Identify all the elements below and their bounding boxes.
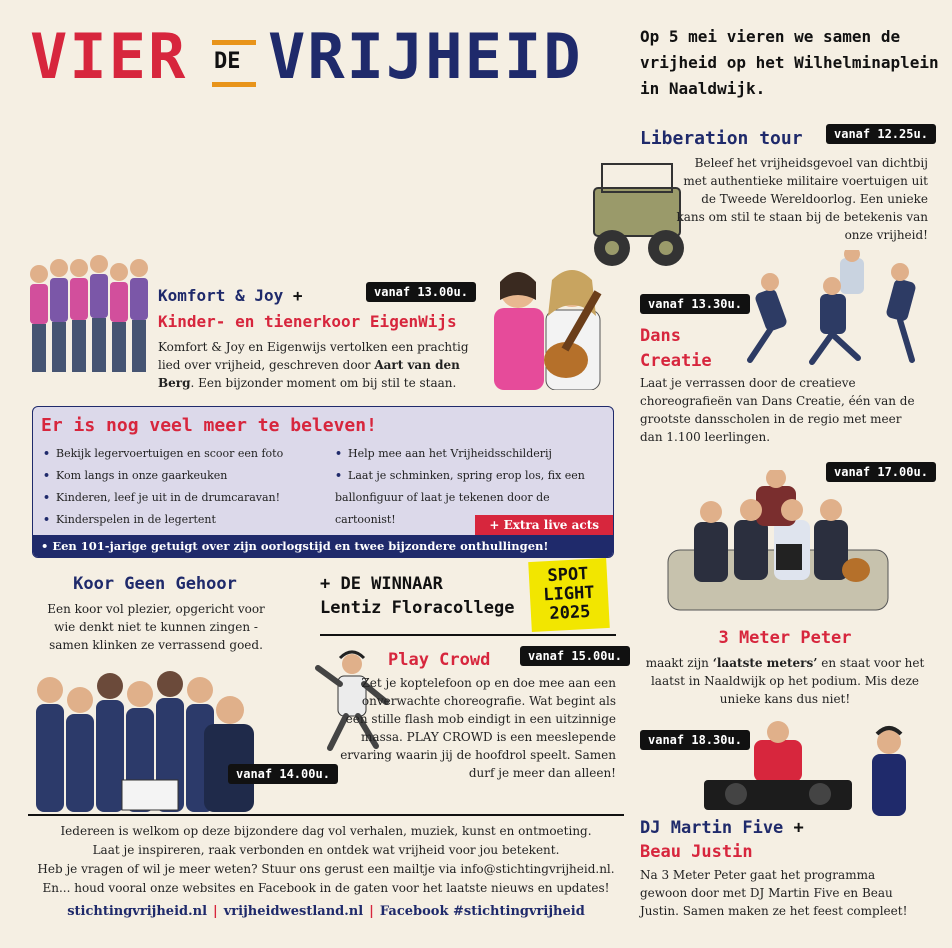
play-time-badge: vanaf 15.00u.: [520, 646, 630, 666]
list-item: • Kinderen, leef je uit in de drumcaravan!: [43, 487, 333, 509]
title-stripe-bottom: [212, 82, 256, 87]
info-heading: Er is nog veel meer te beleven!: [41, 415, 377, 436]
list-item: • Bekijk legervoertuigen en scoor een foto: [43, 443, 333, 465]
play-title: Play Crowd: [388, 650, 491, 670]
extra-activities-box: [32, 406, 614, 558]
info-left-list: [43, 443, 333, 531]
dj-time-badge: vanaf 18.30u.: [640, 730, 750, 750]
title-stripe-top: [212, 40, 256, 45]
link-stichtingvrijheid[interactable]: stichtingvrijheid.nl: [67, 904, 208, 919]
dans-text: Laat je verrassen door de creatieve choreografieën van Dans Creatie, één van de grootste dansscholen in de regio met meer dan 1.100 leerlingen.: [640, 376, 915, 444]
koor-time-badge: vanaf 14.00u.: [228, 764, 338, 784]
extra-live-acts-tag: + Extra live acts: [475, 515, 613, 535]
meter-title: 3 Meter Peter: [718, 628, 852, 648]
info-bar: • Een 101-jarige getuigt over zijn oorlogstijd en twee bijzondere onthullingen!: [33, 535, 613, 557]
spotlight-2025-logo: SPOT LIGHT 2025: [528, 558, 610, 632]
winnaar-line1: + DE WINNAAR: [320, 574, 443, 594]
list-item: • Help mee aan het Vrijheidsschilderij: [335, 443, 595, 465]
dancers-illustration: [740, 250, 932, 370]
liberation-time-badge: vanaf 12.25u.: [826, 124, 936, 144]
beau-title: Beau Justin: [640, 842, 753, 862]
play-text: Zet je koptelefoon op en doe mee aan een onverwachte choreografie. Wat begint als een stille flash mob eindigt in een uitzinnige massa. PLAY CROWD is een meeslepende ervaring waarin jij de hoofdrol speelt. Samen durf je meer dan alleen!: [340, 676, 616, 780]
link-vrijheidwestland[interactable]: vrijheidwestland.nl: [223, 904, 364, 919]
meter-text: maakt zijn ‘laatste meters’ en staat voor het laatst in Naaldwijk op het podium. Mis deze unieke kans dus niet!: [645, 656, 925, 706]
band-illustration: [664, 470, 892, 620]
footer-divider: [28, 814, 624, 816]
title-vier: VIER: [30, 20, 188, 93]
dans-time-badge: vanaf 13.30u.: [640, 294, 750, 314]
title-vrijheid: VRIJHEID: [268, 20, 583, 93]
dj-illustration: [702, 720, 932, 816]
dj-title: DJ Martin Five: [640, 818, 784, 838]
divider: [320, 634, 616, 636]
footer-links: stichtingvrijheid.nl | vrijheidwestland.nl | Facebook #stichtingvrijheid: [67, 904, 585, 919]
link-facebook[interactable]: Facebook #stichtingvrijheid: [379, 904, 585, 919]
list-item: • Laat je schminken, spring erop los, fix een ballonfiguur of laat je tekenen door de cartoonist!: [335, 465, 595, 531]
komfort-text: Komfort & Joy en Eigenwijs vertolken een prachtig lied over vrijheid, geschreven door Aart van den Berg. Een bijzonder moment om bij stil te staan.: [158, 340, 469, 390]
komfort-title: Komfort & Joy: [158, 286, 284, 305]
singers-guitar-illustration: [488, 260, 622, 390]
choir-adults-illustration: [34, 664, 266, 812]
meter-time-badge: vanaf 17.00u.: [826, 462, 936, 482]
koor-title: Koor Geen Gehoor: [73, 574, 237, 594]
komfort-time-badge: vanaf 13.00u.: [366, 282, 476, 302]
eigenwijs-title: Kinder- en tienerkoor EigenWijs: [158, 312, 457, 331]
komfort-plus: +: [292, 286, 303, 305]
title-de: DE: [214, 49, 241, 74]
list-item: • Kinderspelen in de legertent: [43, 509, 333, 531]
koor-text: Een koor vol plezier, opgericht voor wie denkt niet te kunnen zingen - samen klinken ze verrassend goed.: [47, 602, 265, 652]
winnaar-line2: Lentiz Floracollege: [320, 598, 515, 618]
dans-title: Dans Creatie: [640, 326, 712, 371]
liberation-title: Liberation tour: [640, 128, 803, 149]
footer-text: Iedereen is welkom op deze bijzondere dag vol verhalen, muziek, kunst en ontmoeting. Laat je inspireren, raak verbonden en ontdek wat vrijheid voor jou betekent. Heb je vragen of wil je meer weten? Stuur ons gerust een mailtje via info@stichtingvrijheid.nl. En... houd vooral onze websites en Facebook in de gaten voor het laatste nieuws en updates!: [37, 824, 615, 895]
list-item: • Kom langs in onze gaarkeuken: [43, 465, 333, 487]
dj-text: Na 3 Meter Peter gaat het programma gewoon door met DJ Martin Five en Beau Justin. Samen maken ze het feest compleet!: [640, 868, 908, 918]
intro-text: Op 5 mei vieren we samen de vrijheid op het Wilhelminaplein in Naaldwijk.: [640, 27, 939, 98]
dj-plus: +: [793, 818, 804, 838]
liberation-text: Beleef het vrijheidsgevoel van dichtbij met authentieke militaire voertuigen uit de Tweede Wereldoorlog. Een unieke kans om stil te staan bij de betekenis van onze vrijheid!: [676, 156, 928, 242]
choir-kids-illustration: [26, 244, 152, 386]
